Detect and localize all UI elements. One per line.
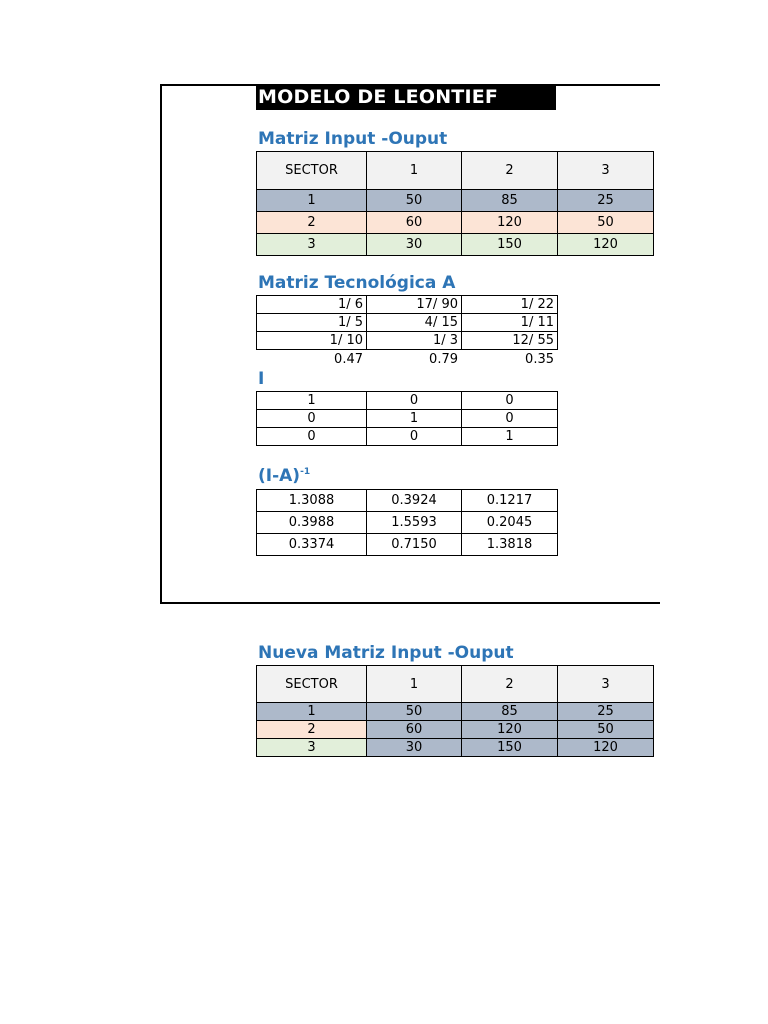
tech-cell: 1/ 5 xyxy=(257,314,367,332)
identity-cell: 0 xyxy=(367,392,462,410)
inverse-row xyxy=(257,512,558,534)
page-title: MODELO DE LEONTIEF xyxy=(256,85,556,110)
identity-matrix-table xyxy=(256,391,558,446)
tech-cell: 1/ 22 xyxy=(462,296,558,314)
new-io-cell: 25 xyxy=(558,703,654,721)
inverse-cell: 1.3088 xyxy=(257,490,367,512)
io-cell: 85 xyxy=(462,190,558,212)
tech-row xyxy=(257,332,558,350)
identity-cell: 1 xyxy=(367,410,462,428)
tech-row xyxy=(257,314,558,332)
new-io-cell: 60 xyxy=(367,721,462,739)
io-header-cell: 1 xyxy=(367,152,462,190)
tech-cell: 1/ 6 xyxy=(257,296,367,314)
io-header-cell: SECTOR xyxy=(257,152,367,190)
identity-cell: 1 xyxy=(462,428,558,446)
io-matrix-table xyxy=(256,151,654,256)
inverse-cell: 0.3988 xyxy=(257,512,367,534)
tech-column-sum: 0.35 xyxy=(525,351,554,367)
tech-cell: 12/ 55 xyxy=(462,332,558,350)
io-cell: 25 xyxy=(558,190,654,212)
inverse-matrix-table xyxy=(256,489,558,556)
io-cell: 50 xyxy=(558,212,654,234)
new-io-header-cell: 3 xyxy=(558,666,654,703)
tech-cell: 1/ 11 xyxy=(462,314,558,332)
inverse-row xyxy=(257,490,558,512)
io-row xyxy=(257,212,654,234)
identity-row xyxy=(257,392,558,410)
identity-cell: 0 xyxy=(367,428,462,446)
identity-cell: 0 xyxy=(462,392,558,410)
io-cell: 3 xyxy=(257,234,367,256)
inverse-cell: 0.3924 xyxy=(367,490,462,512)
new-io-cell: 50 xyxy=(367,703,462,721)
new-io-cell: 30 xyxy=(367,739,462,757)
io-row xyxy=(257,190,654,212)
tech-matrix-title: Matriz Tecnológica A xyxy=(258,273,456,293)
new-io-row xyxy=(257,721,654,739)
new-io-cell: 120 xyxy=(558,739,654,757)
inverse-cell: 1.5593 xyxy=(367,512,462,534)
tech-cell: 1/ 10 xyxy=(257,332,367,350)
inverse-cell: 1.3818 xyxy=(462,534,558,556)
tech-cell: 4/ 15 xyxy=(367,314,462,332)
identity-cell: 0 xyxy=(462,410,558,428)
inverse-cell: 0.2045 xyxy=(462,512,558,534)
new-io-cell: 85 xyxy=(462,703,558,721)
new-io-cell: 120 xyxy=(462,721,558,739)
new-io-header-cell: 2 xyxy=(462,666,558,703)
io-cell: 60 xyxy=(367,212,462,234)
inverse-title-text: (I-A) xyxy=(258,466,301,486)
tech-matrix-table xyxy=(256,295,558,350)
io-header-cell: 3 xyxy=(558,152,654,190)
new-io-header-cell: 1 xyxy=(367,666,462,703)
io-cell: 150 xyxy=(462,234,558,256)
new-io-row xyxy=(257,703,654,721)
new-io-header-row xyxy=(257,666,654,703)
io-row xyxy=(257,234,654,256)
io-cell: 30 xyxy=(367,234,462,256)
inverse-cell: 0.7150 xyxy=(367,534,462,556)
io-cell: 2 xyxy=(257,212,367,234)
new-io-matrix-table xyxy=(256,665,654,757)
io-cell: 120 xyxy=(462,212,558,234)
io-cell: 50 xyxy=(367,190,462,212)
io-header-cell: 2 xyxy=(462,152,558,190)
new-io-header-cell: SECTOR xyxy=(257,666,367,703)
new-io-cell: 2 xyxy=(257,721,367,739)
new-io-cell: 3 xyxy=(257,739,367,757)
tech-column-sum: 0.47 xyxy=(334,351,363,367)
new-io-row xyxy=(257,739,654,757)
inverse-cell: 0.3374 xyxy=(257,534,367,556)
inverse-cell: 0.1217 xyxy=(462,490,558,512)
io-cell: 1 xyxy=(257,190,367,212)
tech-cell: 1/ 3 xyxy=(367,332,462,350)
inverse-matrix-title xyxy=(258,466,310,486)
tech-cell: 17/ 90 xyxy=(367,296,462,314)
io-matrix-title: Matriz Input -Ouput xyxy=(258,129,448,149)
tech-row xyxy=(257,296,558,314)
io-cell: 120 xyxy=(558,234,654,256)
identity-matrix-title: I xyxy=(258,369,265,389)
tech-column-sum: 0.79 xyxy=(429,351,458,367)
identity-row xyxy=(257,410,558,428)
tech-sums-row xyxy=(256,350,557,368)
new-io-matrix-title: Nueva Matriz Input -Ouput xyxy=(258,643,514,663)
new-io-cell: 50 xyxy=(558,721,654,739)
new-io-cell: 1 xyxy=(257,703,367,721)
identity-cell: 0 xyxy=(257,410,367,428)
inverse-row xyxy=(257,534,558,556)
new-io-cell: 150 xyxy=(462,739,558,757)
io-header-row xyxy=(257,152,654,190)
inverse-title-exponent: -1 xyxy=(300,467,311,477)
identity-cell: 0 xyxy=(257,428,367,446)
identity-row xyxy=(257,428,558,446)
identity-cell: 1 xyxy=(257,392,367,410)
